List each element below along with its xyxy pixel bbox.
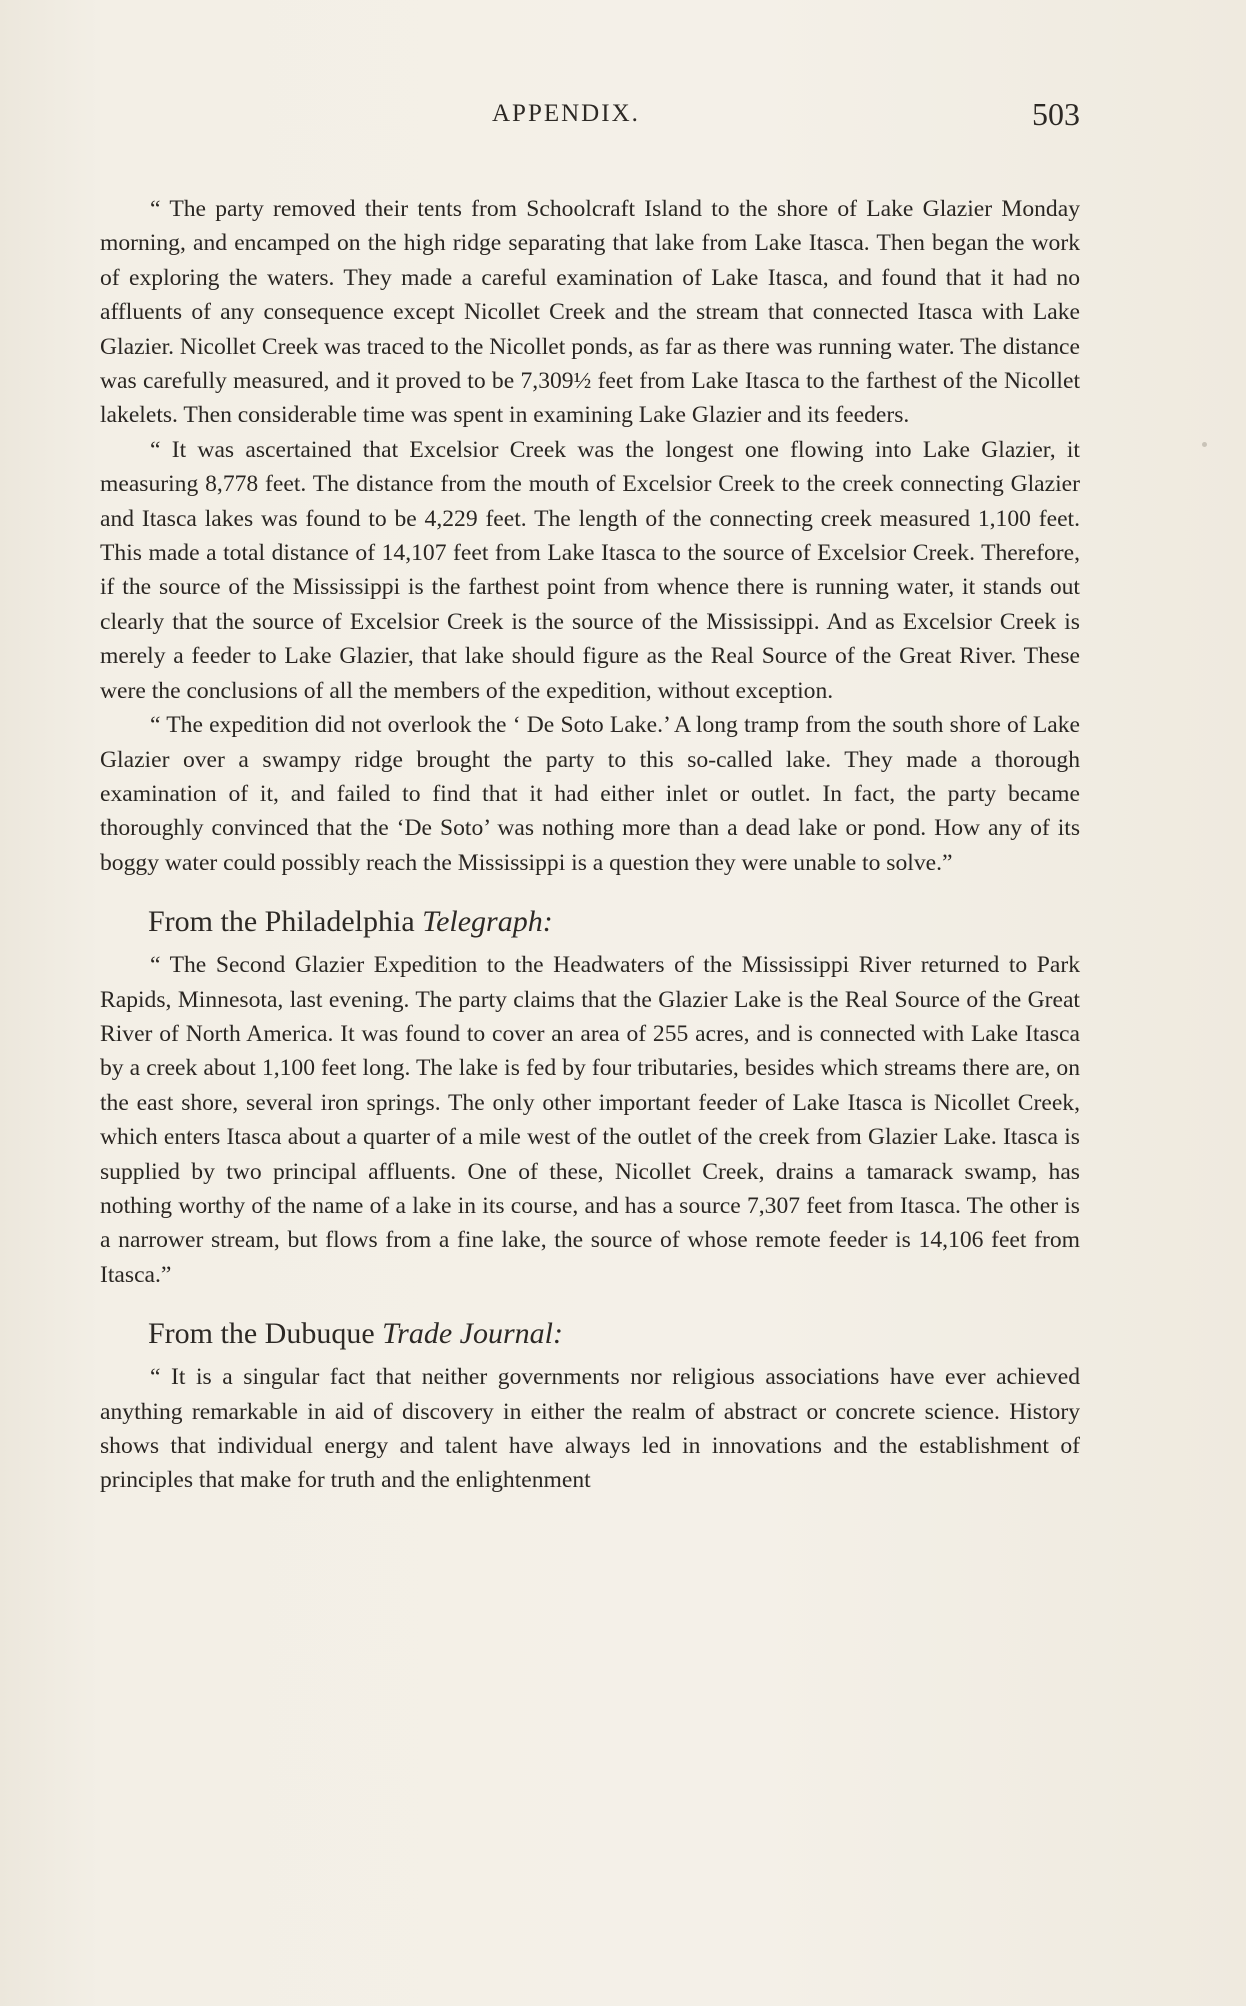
page-number: 503 — [1032, 96, 1080, 132]
paragraph-de-soto-lake: “ The expedition did not overlook the ‘ De Soto Lake.’ A long tramp from the south shore of Lake Glazier over a swampy ridge brought the party to this so-called lake. They made a thorough examination of it, and failed to find that it had either inlet or outlet. In fact, the party became thoroughly convinced that the ‘De Soto’ was nothing more than a dead lake or pond. How any of its boggy water could possibly reach the Mississippi is a question they were unable to solve.” — [100, 712, 1080, 876]
page-body — [100, 192, 1080, 1498]
paragraph-excelsior-creek: “ It was ascertained that Excelsior Creek was the longest one flowing into Lake Glazier, it measuring 8,778 feet. The distance from the mouth of Excelsior Creek to the creek connecting Glazier and Itasca lakes was found to be 4,229 feet. The length of the connecting creek measured 1,100 feet. This made a total distance of 14,107 feet from Lake Itasca to the source of Excelsior Creek. Therefore, if the source of the Mississippi is the farthest point from whence there is running water, it stands out clearly that the source of Excelsior Creek is the source of the Mississippi. And as Excelsior Creek is merely a feeder to Lake Glazier, that lake should figure as the Real Source of the Great River. These were the conclusions of all the members of the expedition, without exception. — [100, 436, 1080, 704]
source-heading-dubuque — [148, 1314, 1080, 1354]
source-lead: From the Philadelphia — [148, 905, 423, 939]
paper-speck — [1202, 442, 1207, 447]
source-lead: From the Dubuque — [148, 1317, 383, 1351]
publication-name: Trade Journal: — [382, 1317, 563, 1351]
page-header — [100, 96, 1080, 146]
paragraph-telegraph-quote: “ The Second Glazier Expedition to the Headwaters of the Mississippi River returned to Park Rapids, Minnesota, last evening. The party claims that the Glazier Lake is the Real Source of the Great River of North America. It was found to cover an area of 255 acres, and is connected with Lake Itasca by a creek about 1,100 feet long. The lake is fed by four tributaries, besides which streams there are, on the east shore, several iron springs. The only other important feeder of Lake Itasca is Nicollet Creek, which enters Itasca about a quarter of a mile west of the outlet of the creek from Glazier Lake. Itasca is supplied by two principal affluents. One of these, Nicollet Creek, drains a tamarack swamp, has nothing worthy of the name of a lake in its course, and has a source 7,307 feet from Itasca. The other is a narrower stream, but flows from a fine lake, the source of whose remote feeder is 14,106 feet from Itasca.” — [100, 952, 1080, 1288]
publication-name: Telegraph: — [422, 905, 553, 939]
source-heading-telegraph — [148, 902, 1080, 942]
paragraph-party-removed: “ The party removed their tents from Schoolcraft Island to the shore of Lake Glazier Monday morning, and encamped on the high ridge separating that lake from Lake Itasca. Then began the work of exploring the waters. They made a careful examination of Lake Itasca, and found that it had no affluents of any consequence except Nicollet Creek and the stream that connected Itasca with Lake Glazier. Nicollet Creek was traced to the Nicollet ponds, as far as there was running water. The distance was carefully measured, and it proved to be 7,309½ feet from Lake Itasca to the farthest of the Nicollet lakelets. Then considerable time was spent in examining Lake Glazier and its feeders. — [100, 196, 1080, 429]
paragraph-dubuque-quote: “ It is a singular fact that neither governments nor religious associations have ever achieved anything remarkable in aid of discovery in either the realm of abstract or concrete science. History shows that individual energy and talent have always led in innovations and the establishment of principles that make for truth and the enlightenment — [100, 1364, 1080, 1494]
running-head: APPENDIX. — [492, 100, 640, 127]
